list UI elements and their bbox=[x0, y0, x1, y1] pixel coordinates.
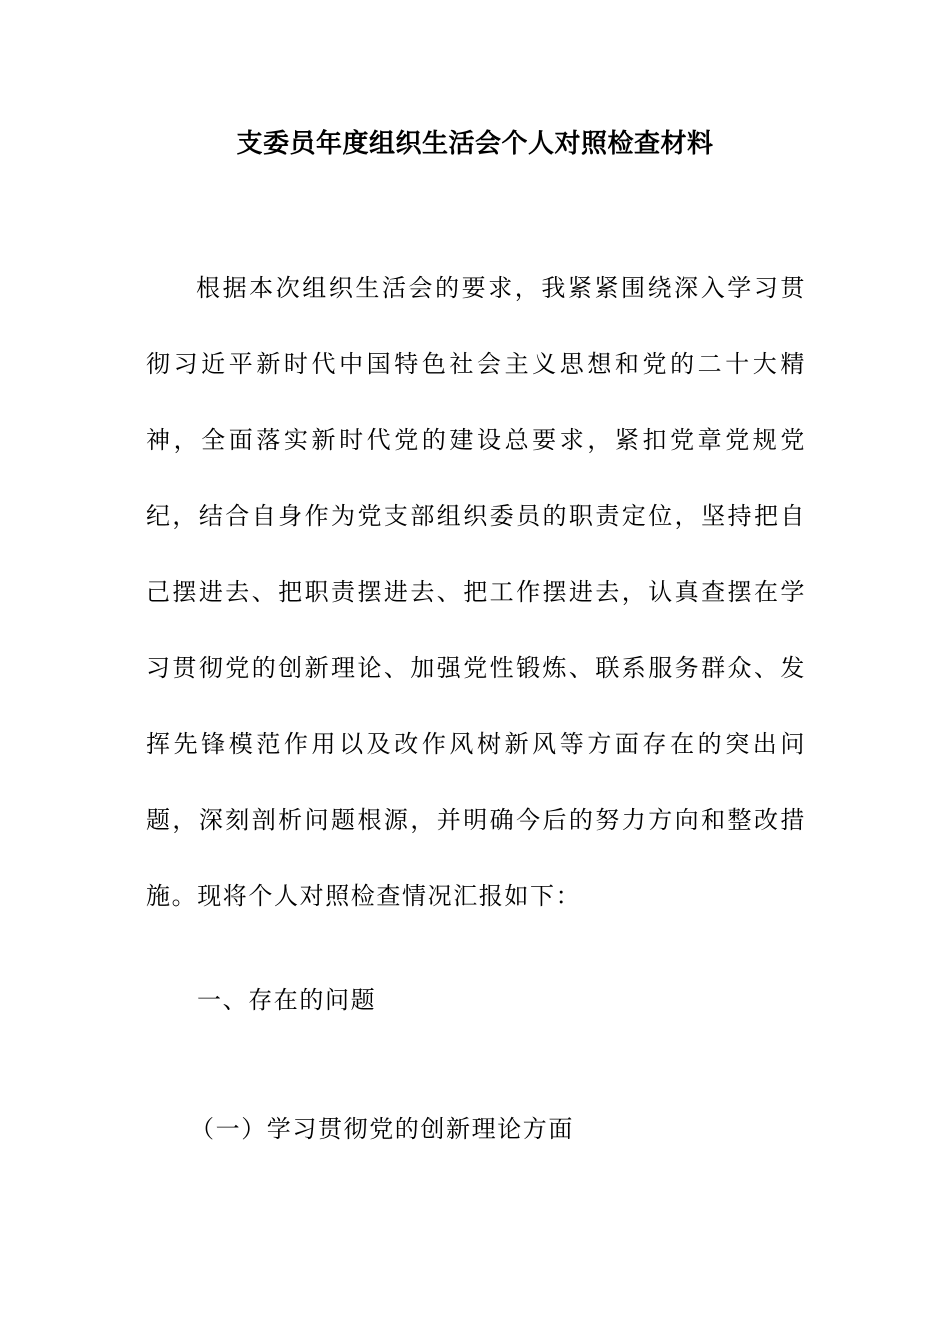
document-title: 支委员年度组织生活会个人对照检查材料 bbox=[236, 129, 714, 159]
intro-paragraph: 根据本次组织生活会的要求，我紧紧围绕深入学习贯彻习近平新时代中国特色社会主义思想和党的二十大精神，全面落实新时代党的建设总要求，紧扣党章党规党纪，结合自身作为党支部组织委员的职责定位，坚持把自己摆进去、把职责摆进去、把工作摆进去，认真查摆在学习贯彻党的创新理论、加强党性锻炼、联系服务群众、发挥先锋模范作用以及改作风树新风等方面存在的突出问题，深刻剖析问题根源，并明确今后的努力方向和整改措施。现将个人对照检查情况汇报如下： bbox=[146, 274, 806, 910]
section-heading-problems: 一、存在的问题 bbox=[197, 986, 377, 1014]
subsection-heading-theory-study: （一）学习贯彻党的创新理论方面 bbox=[190, 1115, 574, 1143]
